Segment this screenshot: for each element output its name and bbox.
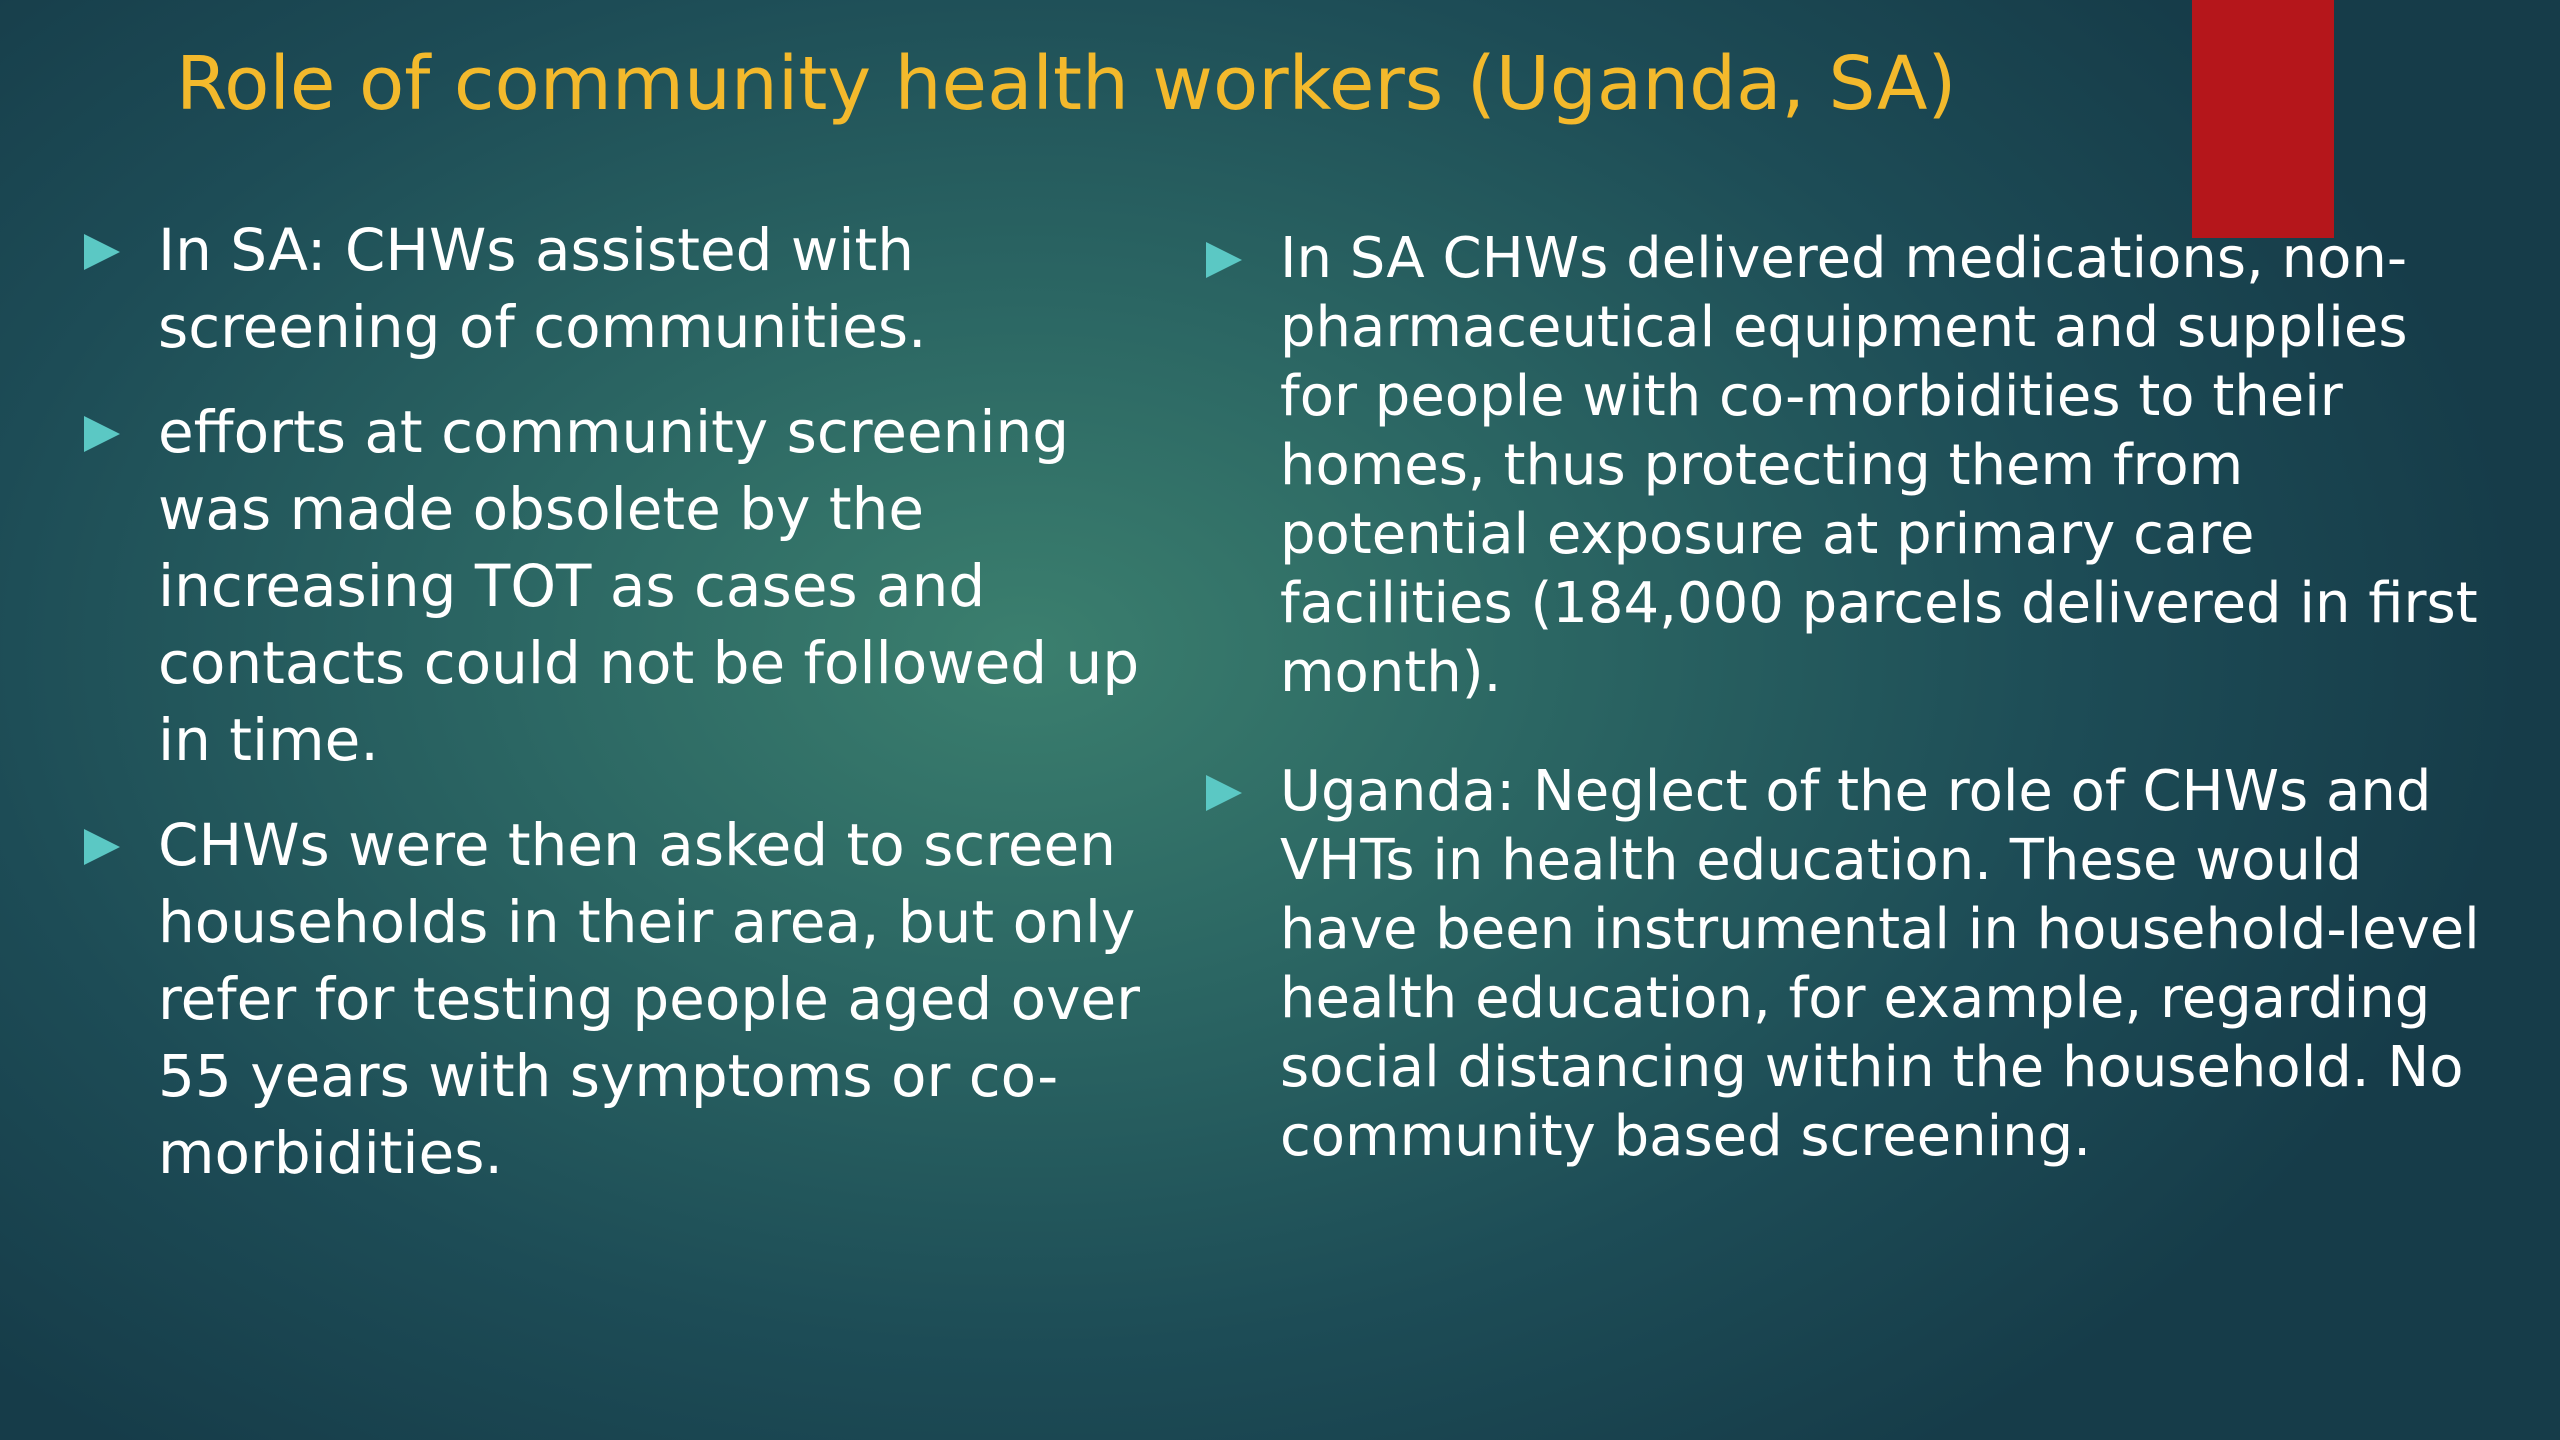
bullet-item xyxy=(84,212,1144,366)
bullet-text: efforts at community screening was made obsolete by the increasing TOT as cases and contacts could not be followed up in time. xyxy=(158,398,1140,774)
bullet-item xyxy=(84,807,1144,1192)
triangle-right-icon xyxy=(84,829,120,865)
slide-title: Role of community health workers (Uganda, SA) xyxy=(176,41,1957,127)
bullet-text: In SA CHWs delivered medications, non-pharmaceutical equipment and supplies for people with co-morbidities to their homes, thus protecting them from potential exposure at primary care facilities (184,000 parcels delivered in first month). xyxy=(1280,226,2478,705)
bullet-item xyxy=(1206,757,2496,1171)
left-bullet-list xyxy=(84,212,1144,1220)
right-bullet-list xyxy=(1206,224,2496,1221)
triangle-right-icon xyxy=(84,234,120,270)
bullet-item xyxy=(84,394,1144,779)
triangle-right-icon xyxy=(1206,775,1242,811)
bullet-text: CHWs were then asked to screen households in their area, but only refer for testing people aged over 55 years with symptoms or co-morbidities. xyxy=(158,811,1141,1187)
triangle-right-icon xyxy=(84,416,120,452)
bullet-text: Uganda: Neglect of the role of CHWs and VHTs in health education. These would have been instrumental in household-level health education, for example, regarding social distancing within the household. No community based screening. xyxy=(1280,759,2480,1169)
bullet-item xyxy=(1206,224,2496,707)
accent-bar xyxy=(2192,0,2334,238)
bullet-text: In SA: CHWs assisted with screening of communities. xyxy=(158,216,927,361)
triangle-right-icon xyxy=(1206,242,1242,278)
